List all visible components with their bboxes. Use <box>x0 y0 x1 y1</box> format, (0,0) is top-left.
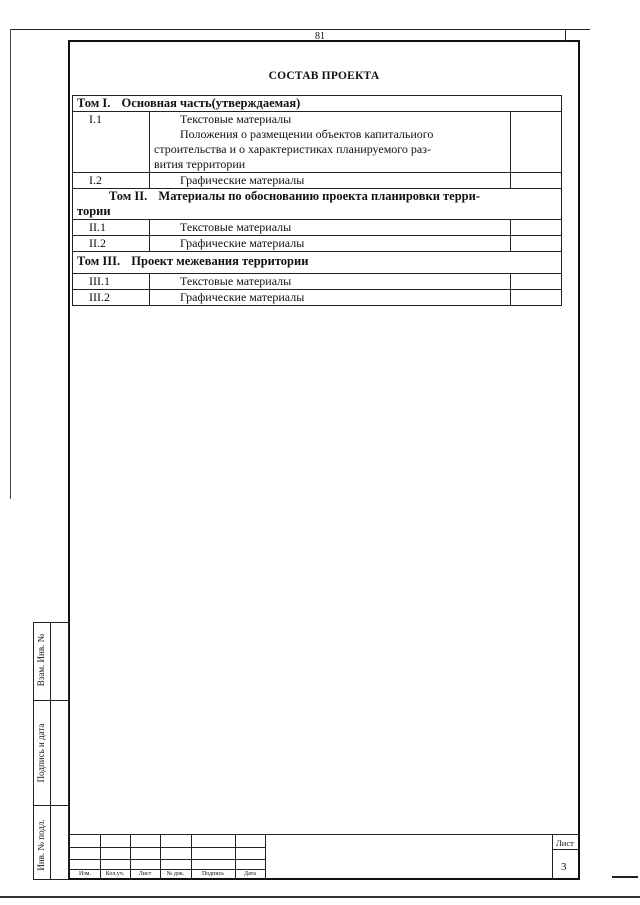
volume-name: Основная часть(утверждаемая) <box>121 96 301 110</box>
section-description: Графические материалы <box>150 173 511 189</box>
signature-label: Подпись <box>201 871 225 877</box>
title-block-top <box>68 834 580 835</box>
volume-label: Том I. <box>77 96 111 110</box>
margin-mark <box>612 876 638 878</box>
section-code: I.1 <box>73 112 150 173</box>
section-subtitle-line: Положения о размещении объектов капитальиого <box>180 127 434 141</box>
change-label: Изм. <box>79 871 91 877</box>
table-row <box>73 236 562 252</box>
composition-table <box>72 95 562 306</box>
section-code: II.2 <box>73 236 150 252</box>
sheet-label: Лист <box>556 838 574 848</box>
section-note <box>511 220 562 236</box>
section-note <box>511 236 562 252</box>
volume-name-continued: тории <box>77 204 111 218</box>
volume-header <box>73 96 562 112</box>
table-row <box>73 112 562 173</box>
section-note <box>511 290 562 306</box>
table-row <box>73 274 562 290</box>
title-block-line <box>552 849 580 850</box>
table-row <box>73 220 562 236</box>
sheet-col-label: Лист <box>138 871 152 877</box>
volume-label: Том II. <box>109 189 148 203</box>
date-label: Дата <box>244 871 256 877</box>
volume-header-row <box>73 96 562 112</box>
section-note <box>511 274 562 290</box>
section-code: III.1 <box>73 274 150 290</box>
section-code: I.2 <box>73 173 150 189</box>
volume-label: Том III. <box>77 254 121 268</box>
section-description <box>150 112 511 173</box>
section-description: Текстовые материалы <box>150 274 511 290</box>
frame-tick <box>565 29 566 41</box>
outer-frame-top <box>10 29 590 30</box>
count-label: Кол.уч. <box>105 871 125 877</box>
section-note <box>511 173 562 189</box>
title-block-line <box>552 834 553 880</box>
document-title: СОСТАВ ПРОЕКТА <box>268 70 380 82</box>
section-title: Текстовые материалы <box>180 112 292 126</box>
volume-name: Материалы по обоснованию проекта планировки терри- <box>158 189 480 203</box>
section-description: Текстовые материалы <box>150 220 511 236</box>
sheet-number: 3 <box>561 861 567 873</box>
section-code: II.1 <box>73 220 150 236</box>
volume-header-row <box>73 252 562 274</box>
section-subtitle-line: строительства и о характеристиках планируемого раз- <box>154 142 431 156</box>
section-description: Графические материалы <box>150 236 511 252</box>
table-row <box>73 173 562 189</box>
section-subtitle-line: вития территории <box>154 157 246 171</box>
page-bottom-rule <box>0 896 640 898</box>
page-number: 81 <box>315 31 325 42</box>
volume-header <box>73 189 562 220</box>
replacement-inventory-label: Взам. Инв. № <box>36 633 46 687</box>
volume-name: Проект межевания территории <box>131 254 309 268</box>
volume-header <box>73 252 562 274</box>
section-note <box>511 112 562 173</box>
table-row <box>73 290 562 306</box>
volume-header-row <box>73 189 562 220</box>
signature-date-label: Подпись и дата <box>36 723 46 783</box>
side-stamp-divider <box>50 622 51 880</box>
section-description: Графические материалы <box>150 290 511 306</box>
original-inventory-label: Инв. № подл. <box>36 819 46 871</box>
section-code: III.2 <box>73 290 150 306</box>
title-block-line <box>265 834 266 880</box>
outer-frame-left <box>10 29 11 499</box>
doc-number-label: № док. <box>166 871 185 877</box>
